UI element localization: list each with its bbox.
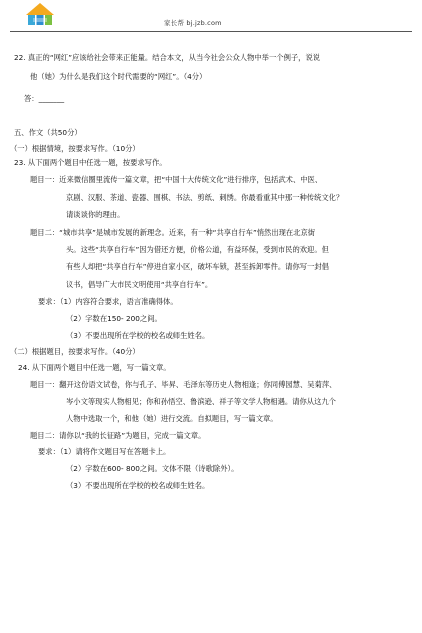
- topic2-line-4: 议书，倡导广大市民文明使用“共享自行车”。: [66, 280, 213, 289]
- topic4-line: 题目二：请你以“我的长征路”为题目，完成一篇文章。: [30, 431, 206, 440]
- topic1-line-1: 题目一：近来微信圈里流传一篇文章，把“中国十大传统文化”进行排序，包括武术、中医、: [30, 175, 323, 184]
- site-logo: [24, 2, 56, 28]
- q22-answer: 答：_______: [24, 94, 65, 103]
- topic2-line-2: 头。这些“共享自行车”因为借还方便，价格公道，有益环保，受到市民的欢迎。但: [66, 245, 329, 254]
- topic3-line-2: 岑小文等现实人物相见；你和孙悟空、鲁滨逊、祥子等文学人物相遇。请你从这九个: [66, 397, 336, 406]
- topic2-line-3: 有些人却把“共享自行车”停进自家小区，破坏车锁，甚至拆卸零件。请你写一封倡: [66, 262, 329, 271]
- q24-title: 24. 从下面两个题目中任选一题，写一篇文章。: [18, 363, 171, 372]
- q23-title: 23. 从下面两个题目中任选一题，按要求写作。: [14, 158, 167, 167]
- section-title: 五、作文（共50分）: [14, 128, 82, 137]
- req1-line-3: （3）不要出现所在学校的校名或师生姓名。: [66, 331, 210, 340]
- part1-title: （一）根据情境，按要求写作。（10分）: [10, 144, 140, 153]
- house-logo-icon: [24, 2, 56, 28]
- req1-line-2: （2）字数在150- 200之间。: [66, 314, 162, 323]
- req2-line-2: （2）字数在600- 800之间。文体不限（诗歌除外）。: [66, 464, 239, 473]
- part2-title: （二）根据题目，按要求写作。（40分）: [10, 347, 140, 356]
- topic1-line-3: 请谈谈你的理由。: [66, 210, 125, 219]
- req1-line-1: 要求：（1）内容符合要求，语言准确得体。: [38, 297, 178, 306]
- topic3-line-3: 人物中选取一个，和他（她）进行交流。自拟题目，写一篇文章。: [66, 414, 278, 423]
- q22-line-2: 他（她）为什么是我们这个时代需要的“网红”。（4分）: [30, 72, 207, 81]
- site-brand: 家长帮 bj.jzb.com: [164, 19, 222, 27]
- topic1-line-2: 京剧、汉服、茶道、瓷器、围棋、书法、剪纸、刺绣。你最看重其中那一种传统文化？: [66, 193, 344, 202]
- req2-line-3: （3）不要出现所在学校的校名或师生姓名。: [66, 481, 210, 490]
- q22-line-1: 22. 真正的“网红”应该给社会带来正能量。结合本文，从当今社会公众人物中举一个例子，说说: [14, 53, 321, 62]
- req2-line-1: 要求：（1）请将作文题目写在答题卡上。: [38, 447, 171, 456]
- header-divider: [10, 31, 412, 32]
- topic2-line-1: 题目二：“城市共享”是城市发展的新理念。近来，有一种“共享自行车”悄然出现在北京街: [30, 228, 316, 237]
- topic3-line-1: 题目一：翻开这份语文试卷，你与孔子、毕昇、毛泽东等历史人物相逢；你同傅园慧、吴菊萍、: [30, 380, 337, 389]
